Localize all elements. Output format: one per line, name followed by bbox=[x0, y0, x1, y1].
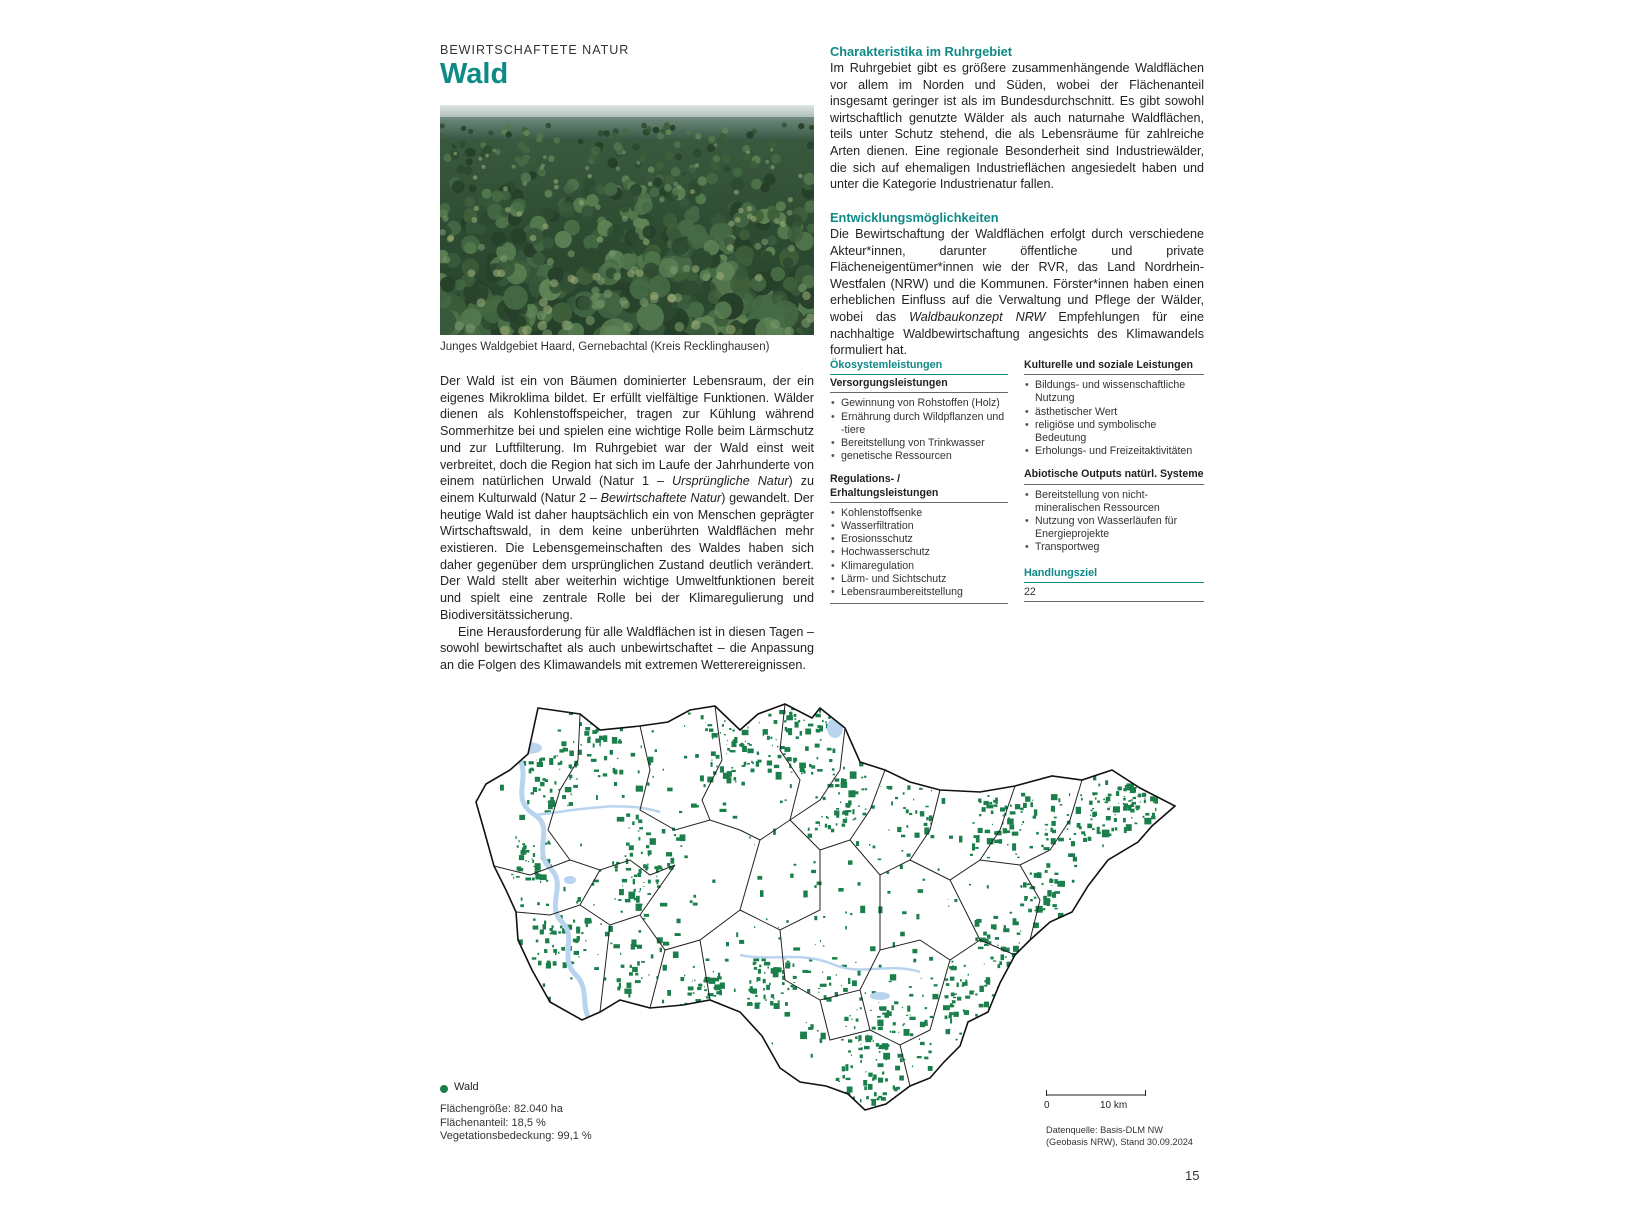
list-item: • Bereitstellung von Trinkwasser bbox=[830, 437, 1008, 450]
oekosystem-left-column bbox=[830, 359, 1008, 604]
list-item: • Lärm- und Sichtschutz bbox=[830, 573, 1008, 586]
list-item: • Transportweg bbox=[1024, 541, 1204, 554]
source-line-2: (Geobasis NRW), Stand 30.09.2024 bbox=[1046, 1137, 1193, 1147]
charakteristika-section bbox=[830, 43, 1204, 193]
forest-photo-illustration bbox=[440, 105, 814, 335]
list-item: • Klimaregulation bbox=[830, 560, 1008, 573]
oekosystem-heading: Ökosystemleistungen bbox=[830, 359, 1008, 375]
list-item: • Erosionsschutz bbox=[830, 533, 1008, 546]
list-item: • Bereitstellung von nicht-mineralischen Ressourcen bbox=[1024, 489, 1204, 515]
list-item: • Bildungs- und wissenschaftliche Nutzung bbox=[1024, 379, 1204, 405]
kultur-heading: Kulturelle und soziale Leistungen bbox=[1024, 359, 1204, 375]
abiotisch-list bbox=[1024, 489, 1204, 555]
list-item: • Lebensraumbereitstellung bbox=[830, 586, 1008, 599]
entwicklung-text: Die Bewirtschaftung der Waldflächen erfolgt durch verschiedene Akteur*innen, darunter öffentliche und private Flächeneigentümer*innen wie der RVR, das Land Nordrhein-Westfalen (NRW) und die Kommunen. Förster*innen haben einen erheblichen Einfluss auf die Verwaltung und Pflege der Wälder, wobei das Waldbaukonzept NRW Empfehlungen für eine nachhaltige Waldbewirtschaftung angesichts des Klimawandels formuliert hat. bbox=[830, 227, 1204, 358]
list-item: • Ernährung durch Wildpflanzen und -tiere bbox=[830, 411, 1008, 437]
intro-paragraph-1: Der Wald ist ein von Bäumen dominierter Lebensraum, der ein eigenes Mikroklima bildet. Er erfüllt vielfältige Funktionen. Wälder dienen als Kohlenstoffspeicher, tragen zur Kühlung während Sommerhitze bei und spielen eine wichtige Rolle beim Lärmschutz und zur Luftfilterung. Im Ruhrgebiet war der Wald einst weit verbreitet, doch die Region hat sich im Laufe der Jahrhunderte von einem natürlichen Urwald (Natur 1 – Ursprüngliche Natur) zu einem Kulturwald (Natur 2 – Bewirtschaftete Natur) gewandelt. Der heutige Wald ist daher hauptsächlich ein von Menschen geprägter Wirtschaftswald, in dem keine unberührten Waldflächen mehr existieren. Die Lebensgemeinschaften des Waldes haben sich daher gegenüber dem ursprünglichen Zustand deutlich verändert. Der Wald stellt aber weiterhin wichtige Umweltfunktionen bereit und spielt eine zentrale Rolle bei der Klimaregulierung und Biodiversitätssicherung. bbox=[440, 374, 814, 622]
list-item: • Kohlenstoffsenke bbox=[830, 507, 1008, 520]
versorgung-list bbox=[830, 397, 1008, 463]
intro-text bbox=[440, 373, 814, 674]
section-kicker: BEWIRTSCHAFTETE NATUR bbox=[440, 43, 630, 57]
list-item: • ästhetischer Wert bbox=[1024, 406, 1204, 419]
legend-label: Wald bbox=[454, 1081, 479, 1093]
charakteristika-text: Im Ruhrgebiet gibt es größere zusammenhängende Waldflächen vor allem im Norden und Süden, wobei der Flächenanteil insgesamt geringer ist als im Bundesdurchschnitt. Es gibt sowohl wirtschaftlich genutzte Wälder als auch naturnahe Waldflächen, teils unter Schutz stehend, die als Lebensräume für zahlreiche Arten dienen. Eine regionale Besonderheit sind Industriewälder, die sich auf ehemaligen Industrieflächen angesiedelt haben und unter die Kategorie Industrienatur fallen. bbox=[830, 61, 1204, 192]
entwicklung-heading: Entwicklungsmöglichkeiten bbox=[830, 210, 999, 225]
lake bbox=[870, 992, 890, 1000]
map-statistics bbox=[440, 1103, 592, 1144]
page-number: 15 bbox=[1185, 1168, 1200, 1183]
data-source bbox=[1046, 1124, 1193, 1148]
kultur-list bbox=[1024, 379, 1204, 458]
handlungsziel-value: 22 bbox=[1024, 586, 1204, 602]
handlungsziel-heading: Handlungsziel bbox=[1024, 567, 1204, 583]
regulation-heading: Regulations- / Erhaltungsleistungen bbox=[830, 473, 1008, 502]
stat-share: Flächenanteil: 18,5 % bbox=[440, 1116, 546, 1129]
scale-bar bbox=[1046, 1090, 1146, 1096]
regulation-list bbox=[830, 507, 1008, 599]
list-item: • Erholungs- und Freizeitaktivitäten bbox=[1024, 445, 1204, 458]
page-title: Wald bbox=[440, 58, 509, 90]
forest-photo bbox=[440, 105, 814, 335]
legend-swatch-forest bbox=[440, 1085, 448, 1093]
stat-vegetation: Vegetationsbedeckung: 99,1 % bbox=[440, 1130, 592, 1142]
versorgung-heading: Versorgungsleistungen bbox=[830, 377, 1008, 393]
list-item: • genetische Ressourcen bbox=[830, 450, 1008, 463]
stat-area: Flächengröße: 82.040 ha bbox=[440, 1103, 563, 1115]
forest-map bbox=[440, 700, 1190, 1140]
list-item: • Nutzung von Wasserläufen für Energieprojekte bbox=[1024, 515, 1204, 541]
intro-paragraph-2: Eine Herausforderung für alle Waldflächen ist in diesen Tagen – sowohl bewirtschaftet als auch unbewirtschaftet – die Anpassung an die Folgen des Klimawandels mit extremen Wetterereignissen. bbox=[440, 624, 814, 672]
region-area bbox=[476, 704, 1175, 1110]
list-item: • religiöse und symbolische Bedeutung bbox=[1024, 419, 1204, 445]
section-divider bbox=[830, 603, 1008, 604]
photo-caption: Junges Waldgebiet Haard, Gernebachtal (Kreis Recklinghausen) bbox=[440, 341, 770, 353]
abiotisch-heading: Abiotische Outputs natürl. Systeme bbox=[1024, 468, 1204, 484]
list-item: • Wasserfiltration bbox=[830, 520, 1008, 533]
scale-label-0: 0 bbox=[1044, 1100, 1050, 1111]
scale-label-10km: 10 km bbox=[1100, 1100, 1128, 1111]
charakteristika-heading: Charakteristika im Ruhrgebiet bbox=[830, 44, 1013, 59]
list-item: • Gewinnung von Rohstoffen (Holz) bbox=[830, 397, 1008, 410]
lake bbox=[564, 876, 576, 884]
entwicklung-section bbox=[830, 209, 1204, 359]
list-item: • Hochwasserschutz bbox=[830, 546, 1008, 559]
oekosystem-right-column bbox=[1024, 359, 1204, 602]
source-line-1: Datenquelle: Basis-DLM NW bbox=[1046, 1125, 1163, 1135]
